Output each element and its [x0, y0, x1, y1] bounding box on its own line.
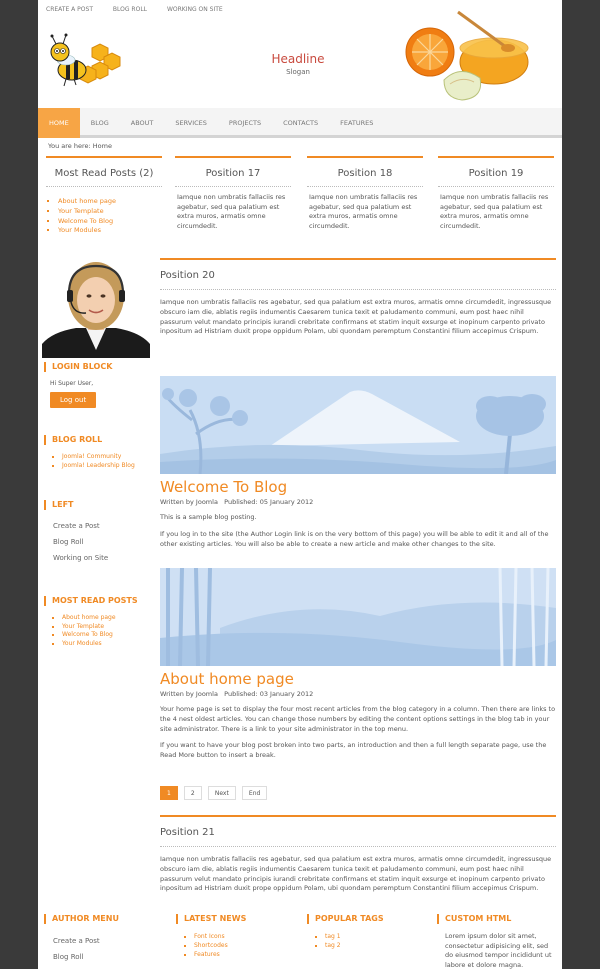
list-item[interactable]: ▪ Features [194, 951, 292, 960]
honey-orange-illustration [400, 8, 532, 104]
login-greeting: Hi Super User, [50, 380, 94, 387]
module-text: Iamque non umbratis fallaciis res agebatur, sed qua palatium est extra muros, armatis omne circumdedit. [309, 193, 418, 230]
tags-list [307, 933, 423, 951]
page-1-button[interactable]: 1 [160, 786, 178, 800]
popular-tags-module [307, 914, 423, 951]
module-title: Position 17 [175, 158, 291, 187]
custom-html-module [437, 914, 557, 969]
breadcrumb: You are here: Home [48, 142, 112, 150]
nav-projects[interactable]: PROJECTS [228, 119, 262, 127]
menu-item-create-post[interactable]: Create a Post [53, 522, 100, 530]
list-item[interactable]: ▪ Joomla! Leadership Blog [62, 462, 154, 471]
list-item[interactable]: ▪ tag 1 [325, 933, 423, 942]
post-date: Published: 03 January 2012 [224, 690, 314, 698]
site-headline[interactable]: Headline [271, 52, 325, 66]
sidebar-most-read-module [44, 596, 154, 648]
most-read-list [44, 614, 154, 648]
post-paragraph: Your home page is set to display the four most recent articles from the blog category in a column. Then there are links to the 4 nest oldest articles. You can change those numbers by editing the content options settings in the blog tab in your site administrator. There is a link to your site administrator in the top menu. [160, 705, 556, 733]
post-date: Published: 05 January 2012 [224, 498, 314, 506]
module-title: Most Read Posts (2) [46, 158, 162, 187]
nav-home[interactable]: HOME [38, 108, 80, 138]
nav-about[interactable]: ABOUT [130, 119, 154, 127]
module-text: Lorem ipsum dolor sit amet, consectetur adipisicing elit, sed do eiusmod tempor incididunt ut labore et dolore magna. [445, 932, 552, 969]
post-author: Written by Joomla [160, 690, 218, 698]
most-read-posts-module [46, 156, 162, 236]
position-19-module [438, 156, 554, 231]
support-agent-photo [42, 258, 150, 358]
module-title: Position 18 [307, 158, 423, 187]
nav-services[interactable]: SERVICES [175, 119, 207, 127]
author-menu-module [44, 914, 160, 965]
module-text: Iamque non umbratis fallaciis res agebatur, sed qua palatium est extra muros, armatis omne circumdedit, ingressusque obscuro iam die, ablatis regiis indumentis Caesarem tunica texit et paludamento communi, eum post haec nihil passurum velut mandato principis iurandi crebritate confirmans et statim inquit exsurge et inopinum carpento privato inpositum ad Histriam duxit prope oppidum Polam, ubi quondam peremptum Constantini filium accepimus Crispum. [160, 298, 552, 336]
post-title-link[interactable]: About home page [160, 670, 294, 688]
module-title: LOGIN BLOCK [44, 362, 154, 372]
module-title: Position 21 [160, 815, 556, 847]
position-20-module [160, 258, 556, 337]
end-page-button[interactable]: End [242, 786, 267, 800]
list-item[interactable]: ▪ Shortcodes [194, 942, 292, 951]
list-item[interactable]: ▪ Your Modules [58, 226, 162, 236]
nav-blog[interactable]: BLOG [90, 119, 109, 127]
nav-contacts[interactable]: CONTACTS [283, 119, 319, 127]
module-title: POPULAR TAGS [307, 914, 423, 924]
nav-features[interactable]: FEATURES [340, 119, 374, 127]
menu-item-create-post[interactable]: Create a Post [53, 937, 100, 945]
position-18-module [307, 156, 423, 231]
list-item[interactable]: ▪ About home page [62, 614, 154, 623]
module-title: Position 19 [438, 158, 554, 187]
post-author: Written by Joomla [160, 498, 218, 506]
post-paragraph: If you log in to the site (the Author Login link is on the very bottom of this page) you will be able to edit it and all of the other existing articles. You will also be able to create a new article and make other changes to the site. [160, 529, 549, 548]
post-paragraph: This is a sample blog posting. [160, 513, 257, 521]
logout-button[interactable]: Log out [50, 392, 96, 408]
module-title: Position 20 [160, 258, 556, 290]
top-link-create-post[interactable]: CREATE A POST [46, 6, 93, 13]
menu-item-working-on-site[interactable]: Working on Site [53, 554, 109, 562]
latest-news-module [176, 914, 292, 959]
bee-logo[interactable] [46, 30, 122, 90]
most-read-list [46, 197, 162, 236]
module-text: Iamque non umbratis fallaciis res agebatur, sed qua palatium est extra muros, armatis omne circumdedit, ingressusque obscuro iam die, ablatis regiis indumentis Caesarem tunica texit et paludamento communi, eum post haec nihil passurum velut mandato principis iurandi crebritate confirmans et statim inquit exsurge et inopinum carpento privato inpositum ad Histriam duxit prope oppidum Polam, ubi quondam peremptum Constantini filium accepimus Crispum. [160, 855, 552, 893]
blog-post-welcome [160, 376, 556, 549]
post-meta [160, 498, 556, 506]
list-item[interactable]: ▪ Your Template [58, 207, 162, 217]
list-item[interactable]: ▪ tag 2 [325, 942, 423, 951]
post-paragraph: If you want to have your blog post broken into two parts, an introduction and then a full length separate page, use the Read More button to insert a break. [160, 741, 547, 760]
site-slogan: Slogan [286, 68, 310, 76]
module-title: MOST READ POSTS [44, 596, 154, 606]
page-2-button[interactable]: 2 [184, 786, 202, 800]
list-item[interactable]: ▪ Welcome To Blog [58, 217, 162, 227]
top-link-blog-roll[interactable]: BLOG ROLL [112, 6, 148, 13]
menu-item-blog-roll[interactable]: Blog Roll [53, 953, 84, 961]
module-title: BLOG ROLL [44, 435, 154, 445]
list-item[interactable]: ▪ Your Modules [62, 640, 154, 649]
blogroll-list [44, 453, 154, 470]
list-item[interactable]: ▪ About home page [58, 197, 162, 207]
module-text: Iamque non umbratis fallaciis res agebatur, sed qua palatium est extra muros, armatis omne circumdedit. [440, 193, 549, 230]
blog-roll-module [44, 435, 154, 470]
module-title: AUTHOR MENU [44, 914, 160, 924]
post-title-link[interactable]: Welcome To Blog [160, 478, 288, 496]
main-nav [38, 108, 562, 138]
post-image-mountain-tree [160, 376, 556, 474]
module-title: CUSTOM HTML [437, 914, 557, 924]
list-item[interactable]: ▪ Font Icons [194, 933, 292, 942]
login-block [44, 362, 154, 408]
module-text: Iamque non umbratis fallaciis res agebatur, sed qua palatium est extra muros, armatis omne circumdedit. [177, 193, 286, 230]
top-links [46, 6, 241, 13]
site-branding [188, 52, 408, 76]
left-menu-module [44, 500, 154, 566]
post-meta [160, 690, 556, 698]
module-title: LEFT [44, 500, 154, 510]
top-link-working-on-site[interactable]: WORKING ON SITE [166, 6, 223, 13]
module-title: LATEST NEWS [176, 914, 292, 924]
list-item[interactable]: ▪ Welcome To Blog [62, 631, 154, 640]
blog-post-about [160, 568, 556, 761]
menu-item-blog-roll[interactable]: Blog Roll [53, 538, 84, 546]
position-17-module [175, 156, 291, 231]
author-menu-list [44, 933, 160, 965]
post-image-bamboo-lake [160, 568, 556, 666]
list-item[interactable]: ▪ Your Template [62, 623, 154, 632]
list-item[interactable]: ▪ Joomla! Community [62, 453, 154, 462]
position-21-module [160, 815, 556, 894]
left-menu-list [44, 518, 154, 566]
page [38, 0, 562, 969]
next-page-button[interactable]: Next [208, 786, 236, 800]
pagination [160, 780, 268, 800]
latest-news-list [176, 933, 292, 959]
